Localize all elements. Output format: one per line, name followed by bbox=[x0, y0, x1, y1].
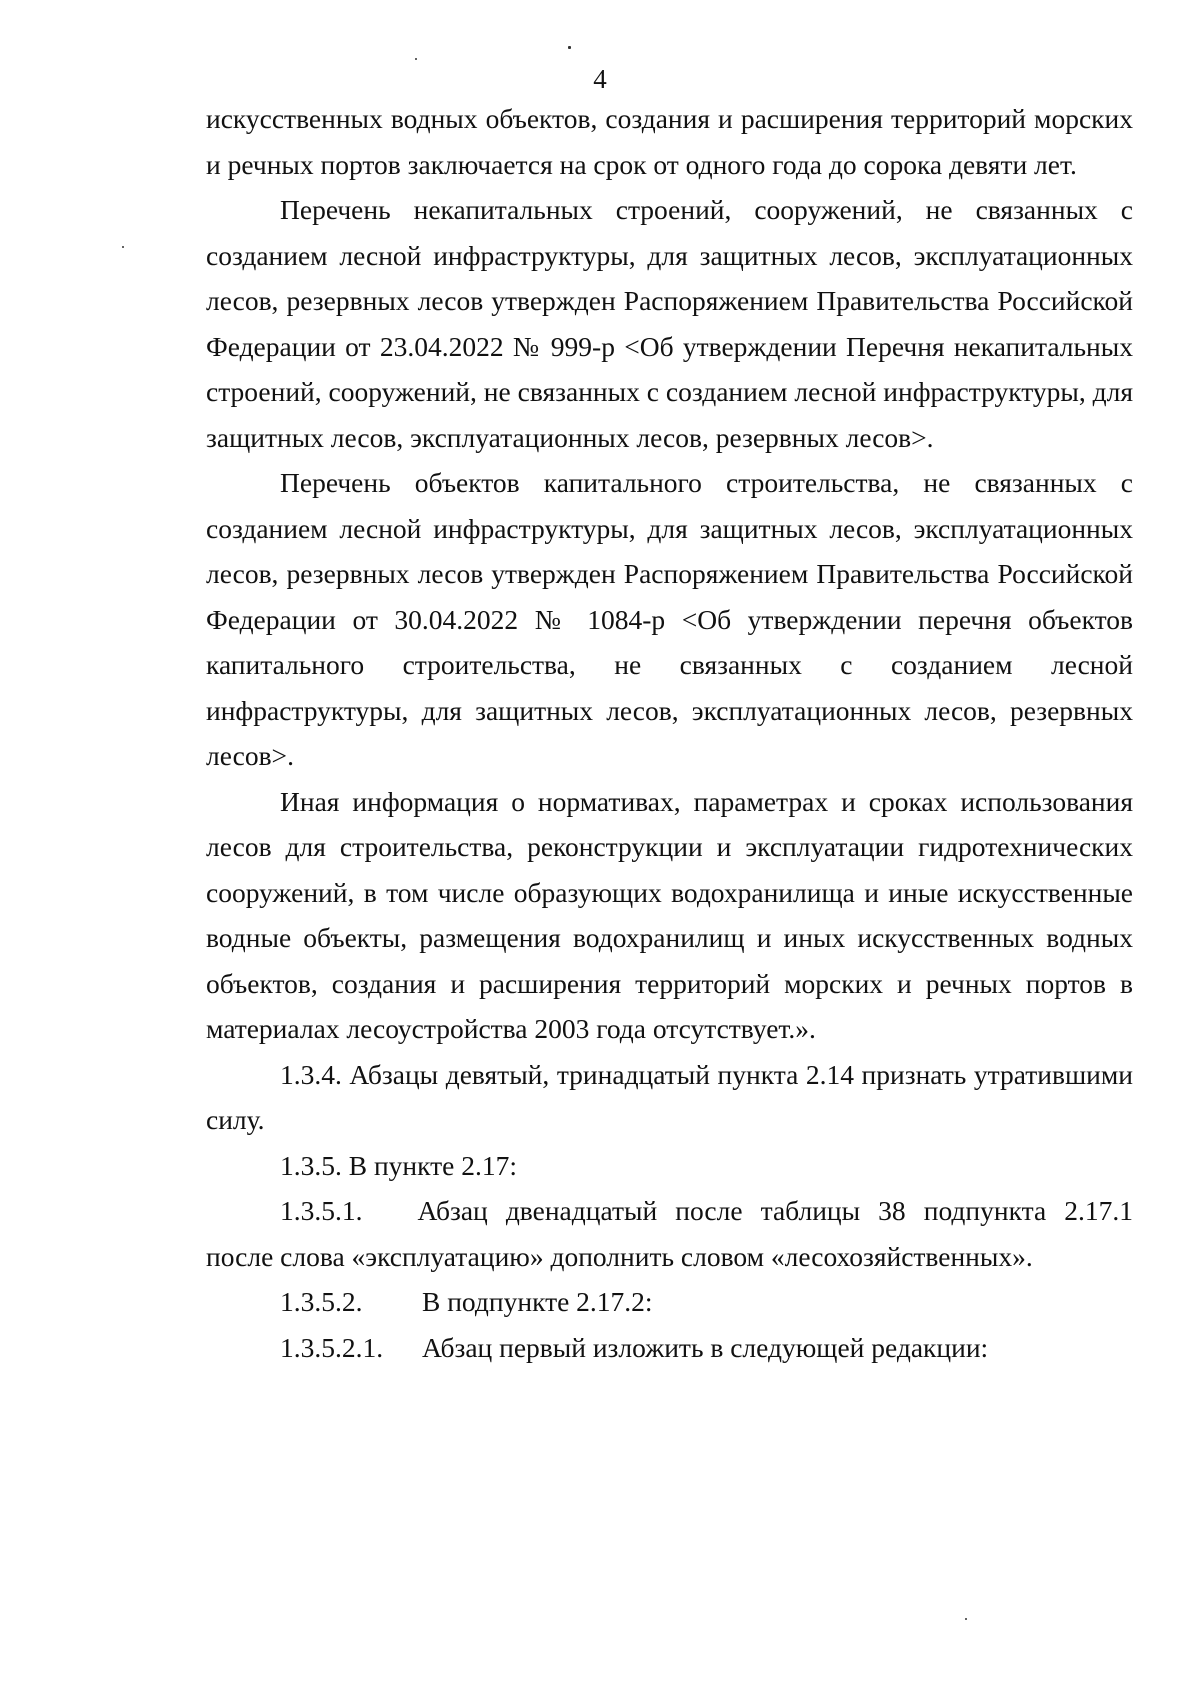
item-text: Абзац первый изложить в следующей редакции: bbox=[422, 1331, 989, 1363]
scan-speck bbox=[122, 246, 124, 248]
paragraph: искусственных водных объектов, создания и расширения территорий морских и речных портов заключается на срок от одного года до сорока девяти лет. bbox=[206, 103, 1133, 180]
paragraph: 1.3.4. Абзацы девятый, тринадцатый пункта 2.14 признать утратившими силу. bbox=[206, 1058, 1133, 1135]
paragraph: Перечень объектов капитального строительства, не связанных с созданием лесной инфраструктуры, для защитных лесов, эксплуатационных лесов, резервных лесов утвержден Распоряжением Правительства Российской Федерации от 30.04.2022 № 1084-р <Об утверждении перечня объектов капитального строительства, не связанных с созданием лесной инфраструктуры, для защитных лесов, эксплуатационных лесов, резервных лесов>. bbox=[206, 467, 1133, 771]
item-number: 1.3.5.2.1. bbox=[280, 1331, 384, 1363]
paragraph: Перечень некапитальных строений, сооружений, не связанных с созданием лесной инфраструктуры, для защитных лесов, эксплуатационных лесов, резервных лесов утвержден Распоряжением Правительства Российской Федерации от 23.04.2022 № 999-р <Об утверждении Перечня некапитальных строений, сооружений, не связанных с созданием лесной инфраструктуры, для защитных лесов, эксплуатационных лесов, резервных лесов>. bbox=[206, 194, 1133, 453]
scan-speck bbox=[568, 46, 571, 49]
scan-speck bbox=[415, 58, 417, 60]
list-item bbox=[280, 1325, 1133, 1371]
paragraph: 1.3.5. В пункте 2.17: bbox=[280, 1149, 518, 1181]
paragraph: Иная информация о нормативах, параметрах и сроках использования лесов для строительства, реконструкции и эксплуатации гидротехнических сооружений, в том числе образующих водохранилища и иные искусственные водные объекты, размещения водохранилищ и иных искусственных водных объектов, создания и расширения территорий морских и речных портов в материалах лесоустройства 2003 года отсутствует.». bbox=[206, 785, 1133, 1044]
page-number: 4 bbox=[593, 64, 607, 94]
document-body bbox=[206, 96, 1133, 1370]
scan-speck bbox=[965, 1618, 967, 1620]
paragraph: 1.3.5.1. Абзац двенадцатый после таблицы 38 подпункта 2.17.1 после слова «эксплуатацию» дополнить словом «лесохозяйственных». bbox=[206, 1195, 1133, 1272]
item-text: В подпункте 2.17.2: bbox=[422, 1286, 653, 1317]
list-item bbox=[280, 1279, 1133, 1325]
item-number: 1.3.5.2. bbox=[280, 1286, 363, 1317]
